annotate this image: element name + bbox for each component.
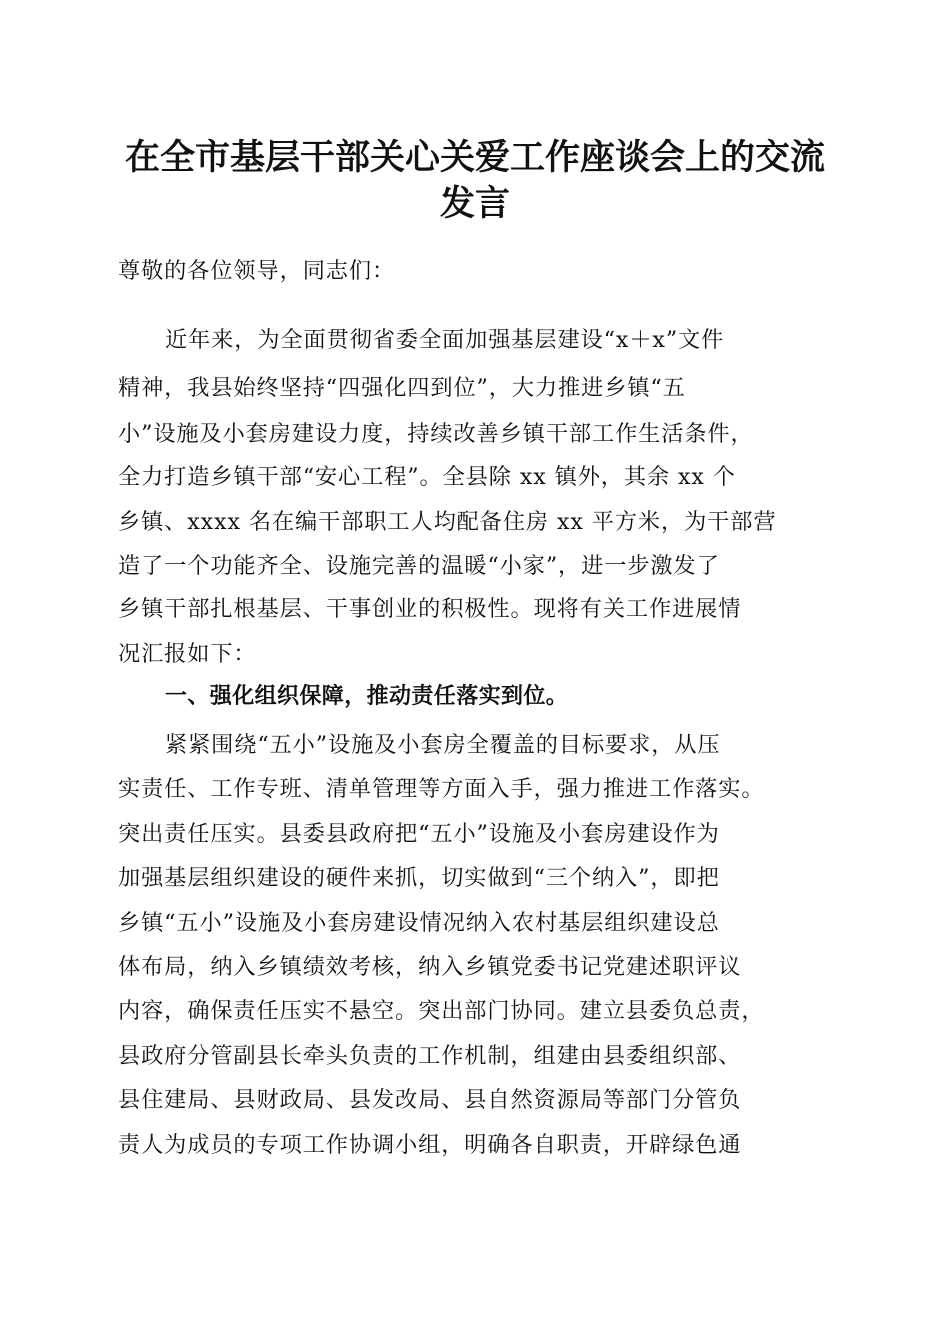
salutation: 尊敬的各位领导，同志们： (118, 258, 396, 284)
section-line: 突出责任压实。县委县政府把“五小”设施及小套房建设作为 (118, 821, 720, 847)
document-title-line-2: 发言 (439, 183, 510, 224)
section-heading: 一、强化组织保障，推动责任落实到位。 (165, 684, 569, 709)
section-line: 紧紧围绕“五小”设施及小套房全覆盖的目标要求，从压 (165, 732, 721, 758)
intro-line: 全力打造乡镇干部“安心工程”。全县除 xx 镇外，其余 xx 个 (118, 464, 736, 490)
intro-line: 乡镇、xxxx 名在编干部职工人均配备住房 xx 平方米，为干部营 (118, 509, 777, 535)
section-line: 乡镇“五小”设施及小套房建设情况纳入农村基层组织建设总 (118, 910, 720, 936)
section-line: 内容，确保责任压实不悬空。突出部门协同。建立县委负总责， (118, 998, 765, 1024)
section-line: 体布局，纳入乡镇绩效考核，纳入乡镇党委书记党建述职评议 (118, 954, 742, 980)
section-line: 加强基层组织建设的硬件来抓，切实做到“三个纳入”，即把 (118, 865, 720, 891)
intro-line: 精神，我县始终坚持“四强化四到位”，大力推进乡镇“五 (118, 375, 686, 401)
section-line: 县政府分管副县长牵头负责的工作机制，组建由县委组织部、 (118, 1043, 742, 1069)
intro-line: 近年来，为全面贯彻省委全面加强基层建设“x＋x”文件 (165, 327, 725, 353)
section-line: 县住建局、县财政局、县发改局、县自然资源局等部门分管负 (118, 1087, 742, 1113)
intro-line: 况汇报如下： (118, 641, 257, 667)
intro-line: 小”设施及小套房建设力度，持续改善乡镇干部工作生活条件， (118, 421, 754, 447)
section-line: 责人为成员的专项工作协调小组，明确各自职责，开辟绿色通 (118, 1132, 742, 1158)
document-title-line-1: 在全市基层干部关心关爱工作座谈会上的交流 (124, 137, 825, 178)
intro-line: 乡镇干部扎根基层、干事创业的积极性。现将有关工作进展情 (118, 596, 742, 622)
intro-line: 造了一个功能齐全、设施完善的温暖“小家”，进一步激发了 (118, 553, 720, 579)
section-line: 实责任、工作专班、清单管理等方面入手，强力推进工作落实。 (118, 776, 765, 802)
